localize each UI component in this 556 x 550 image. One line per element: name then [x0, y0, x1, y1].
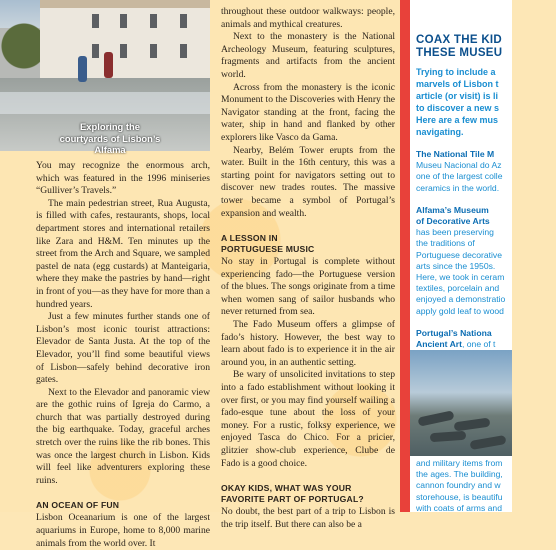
- sidebar-title-line: THESE MUSEU: [416, 46, 503, 59]
- photo-window: [120, 44, 127, 58]
- paragraph: Nearby, Belém Tower erupts from the water. Built in the 16th century, this was a starting point for navigators setting out to discover new trades routes. The massive tower became a symbol of Portugal’s expansion and wealth.: [221, 144, 395, 219]
- sidebar-intro-line: Trying to include a: [416, 67, 496, 77]
- paragraph: Just a few minutes further stands one of Lisbon’s most iconic tourist attractions: Elevador de Santa Justa. At the top of the Elevador, you’ll find some beautiful views of Lisbon—safely behind decorative iron gates.: [36, 311, 210, 386]
- sidebar-intro: [416, 66, 556, 138]
- sidebar-intro-line: to discover a new s: [416, 103, 500, 113]
- museum-text-line: the ages. The building,: [416, 469, 503, 480]
- section-heading-line: FAVORITE PART OF PORTUGAL?: [221, 494, 364, 505]
- cannon: [417, 410, 454, 426]
- paragraph: Next to the monastery is the National Archeology Museum, featuring sculptures, fragments and artifacts from the ancient world.: [221, 31, 395, 80]
- museum-text-line: storehouse, is beautifu: [416, 491, 503, 502]
- museum-sidebar: [400, 0, 512, 512]
- cannons-photo: [410, 350, 512, 456]
- cannon: [469, 435, 506, 450]
- section-heading-line: A LESSON IN: [221, 233, 278, 244]
- photo-roof: [40, 0, 210, 8]
- museum-name: The National Tile M: [416, 149, 495, 159]
- museum-text-line: Museu Nacional do Az: [416, 160, 502, 171]
- museum-text-line: the traditions of: [416, 238, 475, 249]
- sidebar-intro-line: marvels of Lisbon t: [416, 79, 499, 89]
- museum-name: Ancient Art: [416, 339, 462, 350]
- paragraph: The Fado Museum offers a glimpse of fado’s history. However, the best way to learn about fado is to experience it in the air around you, in an authentic setting.: [221, 319, 395, 368]
- section-heading-line: OKAY KIDS, WHAT WAS YOUR: [221, 483, 352, 494]
- sidebar-intro-line: navigating.: [416, 127, 464, 137]
- photo-person: [104, 52, 113, 78]
- sidebar-title-line: COAX THE KID: [416, 34, 503, 46]
- museum-text-line: cannon foundry and w: [416, 480, 501, 491]
- museum-text-line: one of the largest colle: [416, 171, 503, 182]
- sidebar-intro-line: article (or visit) is li: [416, 91, 499, 101]
- photo-window: [92, 44, 99, 58]
- photo-window: [180, 44, 187, 58]
- museum-name: Portugal’s Nationa: [416, 327, 492, 338]
- photo-window: [180, 14, 187, 28]
- museum-text-line: ceramics in the world.: [416, 182, 500, 193]
- photo-building: [40, 0, 210, 78]
- paragraph: Be wary of unsolicited invitations to step into a fado establishment without looking it over first, or you may find yourself wailing a fado-esque tune about the loss of your money. For a rustic, folksy experience, we enjoyed Tasca do Chico. For a pricier, glitzier show-club experience, Clube de Fado is a good choice.: [221, 369, 395, 469]
- photo-window: [120, 14, 127, 28]
- museum-text-line: apply gold leaf to wood: [416, 305, 504, 316]
- paragraph: You may recognize the enormous arch, which was featured in the 1996 miniseries “Gulliver’s Travels.”: [36, 160, 210, 197]
- sidebar-museum-tile: [416, 149, 556, 194]
- photo-window: [92, 14, 99, 28]
- paragraph: No doubt, the best part of a trip to Lisbon is the trip itself. But there can also be a: [221, 506, 395, 530]
- sidebar-title: [416, 34, 556, 59]
- photo-window: [150, 44, 157, 58]
- museum-text-line: , one of t: [462, 339, 496, 350]
- museum-text-line: arts since the 1950s.: [416, 260, 496, 271]
- museum-text-line: Here, we took in ceram: [416, 272, 505, 283]
- photo-caption: Exploring the courtyards of Lisbon’s Alfama: [59, 121, 161, 155]
- museum-text-line: and military items from: [416, 458, 503, 468]
- photo-window: [150, 14, 157, 28]
- photo-reflection: [0, 92, 210, 114]
- museum-text-line: enjoyed a demonstratio: [416, 294, 506, 305]
- sidebar-content: [416, 34, 556, 395]
- cannon: [430, 431, 467, 442]
- section-heading: AN OCEAN OF FUN: [36, 500, 120, 511]
- museum-text-line: Portuguese decorative: [416, 249, 502, 260]
- left-text-column: [36, 160, 210, 550]
- museum-text-line: has been preserving: [416, 227, 494, 238]
- sidebar-intro-line: Here are a few mus: [416, 115, 499, 125]
- paragraph: throughout these outdoor walkways: people, animals and mythical creatures.: [221, 6, 395, 30]
- paragraph: Across from the monastery is the iconic Monument to the Discoveries with Henry the Navigator standing at the front, facing the water, ship in hand and flanked by other explorers like Vasco da Gama.: [221, 81, 395, 143]
- museum-text-line: with coats of arms and: [416, 502, 502, 513]
- section-heading: [221, 233, 395, 255]
- paragraph: No stay in Portugal is complete without experiencing fado—the Portuguese version of the blues. The songs originate from a time when women sang of sailor husbands who never returned from sea.: [221, 256, 395, 318]
- museum-name: of Decorative Arts: [416, 216, 490, 227]
- paragraph: Next to the Elevador and panoramic view are the gothic ruins of Igreja do Carmo, a church that was partially destroyed during the big earthquake. Today, graceful arches stretch over the ruins like the rib bones. This was once the largest church in Lisbon. Kids will feel like adventurers exploring these ruins.: [36, 386, 210, 486]
- paragraph: Lisbon Oceanarium is one of the largest aquariums in Europe, home to 8,000 marine animals from the world over. It: [36, 512, 210, 549]
- middle-text-column: [221, 6, 395, 531]
- museum-name: Alfama’s Museum: [416, 204, 489, 215]
- photo-person: [78, 56, 87, 82]
- cannon: [454, 418, 491, 432]
- section-heading-line: PORTUGUESE MUSIC: [221, 244, 315, 255]
- paragraph: The main pedestrian street, Rua Augusta, is filled with cafes, restaurants, shops, local department stores and international retailers like Zara and H&M. Ten minutes up the street from the Arch and Square, we sampled pastel de nata (egg custards) at Manteigaria, where they make the pastries by hand—right in front of you—as they have for more than a hundred years.: [36, 197, 210, 310]
- museum-text-line: textiles, porcelain and: [416, 283, 500, 294]
- sidebar-museum-decorative-arts: [416, 205, 556, 317]
- section-heading: [221, 483, 395, 505]
- alfama-courtyard-photo: [0, 0, 210, 155]
- sidebar-bottom-text: [416, 458, 556, 514]
